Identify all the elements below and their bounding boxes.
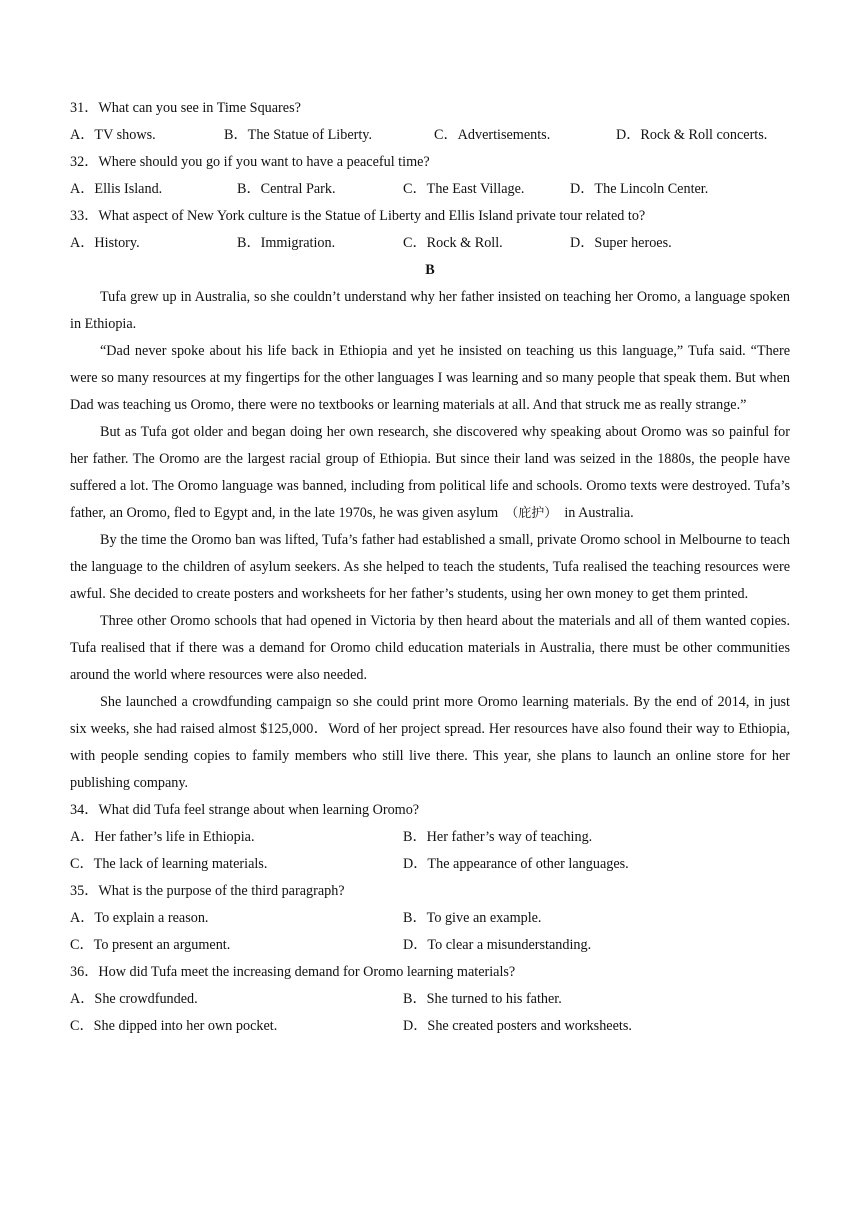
option-c: C．To present an argument. [70, 937, 231, 953]
question-31 [70, 95, 790, 149]
question-stem: 33．What aspect of New York culture is the Statue of Liberty and Ellis Island private tour related to? [70, 208, 646, 224]
option-c: C．The East Village. [403, 181, 525, 197]
options-row [70, 230, 790, 257]
question-stem: 31．What can you see in Time Squares? [70, 100, 301, 116]
option-d: D．She created posters and worksheets. [403, 1018, 632, 1034]
question-34 [70, 797, 790, 878]
passage-paragraph-3 [70, 419, 790, 527]
option-b: B．To give an example. [403, 910, 542, 926]
option-b: B．Central Park. [237, 181, 336, 197]
option-a: A．Her father’s life in Ethiopia. [70, 829, 255, 845]
paragraph-text: But as Tufa got older and began doing her own research, she discovered why speaking about Oromo was so painful for her father. The Oromo are the largest racial group of Ethiopia. But since their land was seized in the 1880s, the people have suffered a lot. The Oromo language was banned, including from political life and schools. Oromo texts were destroyed. Tufa’s father, an Oromo, fled to Egypt and, in the late 1970s, he was given asylum [70, 424, 790, 521]
passage-paragraph-5: Three other Oromo schools that had opened in Victoria by then heard about the materials and all of them wanted copies. Tufa realised that if there was a demand for Oromo child education materials in Australia, there must be other communities around the world where resources were also needed. [70, 613, 790, 683]
options-row [70, 122, 790, 149]
asylum-gloss: （庇护） [505, 506, 558, 521]
question-33 [70, 203, 790, 257]
options-row [70, 176, 790, 203]
options-row [70, 1013, 790, 1040]
section-title: B [425, 262, 435, 278]
option-c: C．Advertisements. [434, 127, 551, 143]
option-d: D．Super heroes. [570, 235, 672, 251]
option-d: D．The Lincoln Center. [570, 181, 709, 197]
option-d: D．The appearance of other languages. [403, 856, 629, 872]
passage-paragraph-6: She launched a crowdfunding campaign so she could print more Oromo learning materials. By the end of 2014, in just six weeks, she had raised almost $125,000．Word of her project spread. Her resources have also found their way to Ethiopia, with people sending copies to family members who still live there. This year, she plans to launch an online store for her publishing company. [70, 694, 790, 791]
option-b: B．The Statue of Liberty. [224, 127, 373, 143]
option-a: A．History. [70, 235, 140, 251]
passage-paragraph-4: By the time the Oromo ban was lifted, Tufa’s father had established a small, private Oromo school in Melbourne to teach the language to the children of asylum seekers. As she helped to teach the students, Tufa realised the teaching resources were awful. She decided to create posters and worksheets for her father’s students, using her own money to get them printed. [70, 532, 790, 602]
options-row [70, 986, 790, 1013]
question-36 [70, 959, 790, 1040]
passage-paragraph-1: Tufa grew up in Australia, so she couldn’t understand why her father insisted on teaching her Oromo, a language spoken in Ethiopia. [70, 289, 790, 332]
option-d: D．To clear a misunderstanding. [403, 937, 592, 953]
option-c: C．Rock & Roll. [403, 235, 503, 251]
question-35 [70, 878, 790, 959]
question-32 [70, 149, 790, 203]
option-b: B．Immigration. [237, 235, 336, 251]
passage-paragraph-2: “Dad never spoke about his life back in Ethiopia and yet he insisted on teaching us this language,” Tufa said. “There were so many resources at my fingertips for the other languages I was learning and so many people that speak them. But when Dad was teaching us Oromo, there were no textbooks or learning materials at all. And that struck me as really strange.” [70, 343, 790, 413]
option-c: C．She dipped into her own pocket. [70, 1018, 278, 1034]
question-stem: 36．How did Tufa meet the increasing demand for Oromo learning materials? [70, 964, 516, 980]
question-stem: 34．What did Tufa feel strange about when learning Oromo? [70, 802, 420, 818]
question-stem: 35．What is the purpose of the third paragraph? [70, 883, 345, 899]
options-row [70, 932, 790, 959]
option-d: D．Rock & Roll concerts. [616, 127, 768, 143]
option-b: B．She turned to his father. [403, 991, 562, 1007]
options-row [70, 905, 790, 932]
question-stem: 32．Where should you go if you want to have a peaceful time? [70, 154, 430, 170]
option-b: B．Her father’s way of teaching. [403, 829, 593, 845]
option-a: A．To explain a reason. [70, 910, 209, 926]
option-c: C．The lack of learning materials. [70, 856, 268, 872]
options-row [70, 851, 790, 878]
options-row [70, 824, 790, 851]
option-a: A．Ellis Island. [70, 181, 163, 197]
exam-page [70, 95, 790, 1040]
paragraph-tail: in Australia. [564, 505, 634, 521]
option-a: A．She crowdfunded. [70, 991, 198, 1007]
passage [70, 284, 790, 797]
option-a: A．TV shows. [70, 127, 156, 143]
